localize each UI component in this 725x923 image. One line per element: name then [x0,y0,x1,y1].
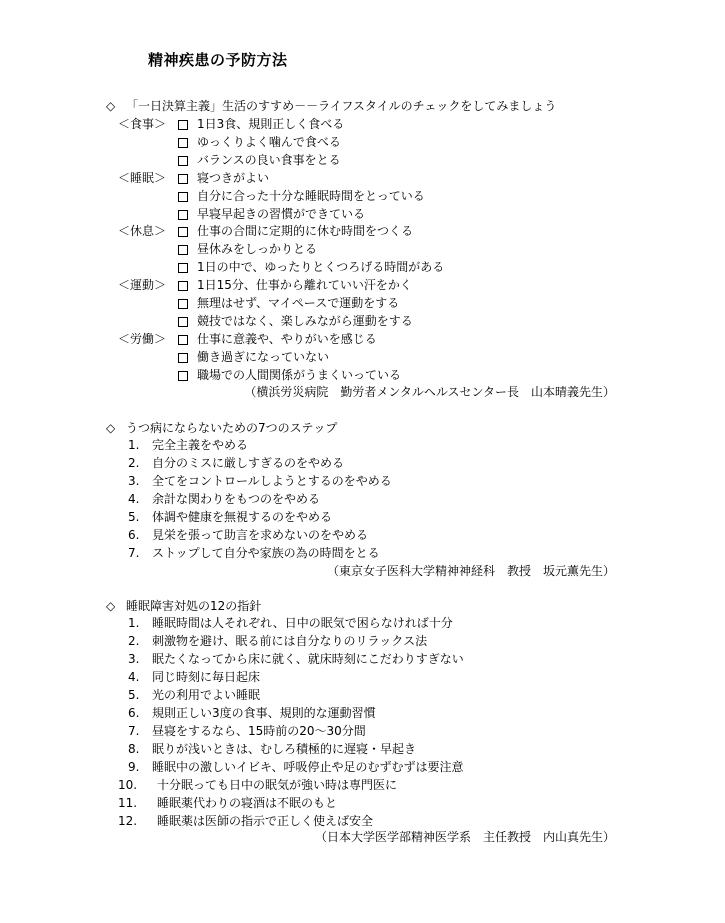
category-label: ＜休息＞ [118,224,167,239]
checkbox[interactable] [178,120,188,130]
checklist-item-text: バランスの良い食事をとる [197,152,341,167]
category-label: ＜運動＞ [118,278,167,293]
checklist-item-text: 仕事の合間に定期的に休む時間をつくる [197,224,414,239]
checklist-item-text: 無理はせず、マイペースで運動をする [197,296,400,310]
item-number: 1. [128,438,140,452]
item-text: 体調や健康を無視するのをやめる [152,510,333,524]
checklist-item-text: ゆっくりよく噛んで食べる [197,134,341,149]
section1-credit: （横浜労災病院 勤労者メンタルヘルスセンター長 山本晴義先生） [244,385,615,399]
item-text: 眠りが浅いときは、むしろ積極的に遅寝・早起き [152,742,417,756]
section3-heading-text: 睡眠障害対処の12の指針 [126,599,262,613]
checkbox[interactable] [178,210,188,220]
checklist-item-text: 昼休みをしっかりとる [197,242,318,257]
checklist-item-text: 働き過ぎになっていない [197,349,330,364]
diamond-icon: ◇ [106,99,116,113]
checklist-item-text: 仕事に意義や、やりがいを感じる [197,331,377,346]
checklist-item-text: 1日3食、規則正しく食べる [197,117,345,131]
page-title: 精神疾患の予防方法 [148,51,288,69]
item-number: 10. [118,778,138,792]
item-text: 睡眠時間は人それぞれ、日中の眠気で困らなければ十分 [152,616,453,630]
item-number: 5. [128,510,140,524]
category-label: ＜労働＞ [118,331,167,346]
item-number: 5. [128,688,140,702]
item-number: 3. [128,652,140,666]
item-text: 光の利用でよい睡眠 [152,688,261,702]
checkbox[interactable] [178,281,188,291]
checkbox[interactable] [178,335,188,345]
item-number: 7. [128,546,140,560]
item-text: 完全主義をやめる [152,438,249,452]
category-label: ＜睡眠＞ [118,170,167,185]
checkbox[interactable] [178,263,188,273]
checkbox[interactable] [178,299,188,309]
item-text: 同じ時刻に毎日起床 [152,670,261,684]
checklist-item-text: 寝つきがよい [197,170,270,185]
item-number: 7. [128,724,140,738]
checkbox[interactable] [178,245,188,255]
item-text: 昼寝をするなら、15時前の20～30分間 [152,724,366,738]
item-number: 2. [128,456,140,470]
section2-credit: （東京女子医科大学精神神経科 教授 坂元薫先生） [326,564,615,578]
section3-heading [106,598,261,616]
item-text: 見栄を張って助言を求めないのをやめる [152,528,369,542]
item-text: 全てをコントロールしようとするのをやめる [152,474,392,488]
item-text: 規則正しい3度の食事、規則的な運動習慣 [152,706,376,720]
checklist-item-text: 競技ではなく、楽しみながら運動をする [197,313,413,328]
item-text: 十分眠っても日中の眠気が強い時は専門医に [157,778,398,792]
item-text: 睡眠薬代わりの寝酒は不眠のもと [157,796,338,810]
item-number: 6. [128,706,140,720]
section2-heading [106,420,337,438]
checkbox[interactable] [178,353,188,363]
item-text: 睡眠薬は医師の指示で正しく使えば安全 [157,814,374,828]
item-text: 自分のミスに厳しすぎるのをやめる [152,456,345,470]
item-text: 睡眠中の激しいイビキ、呼吸停止や足のむずむずは要注意 [152,760,464,774]
item-number: 1. [128,616,140,630]
item-number: 6. [128,528,140,542]
checkbox[interactable] [178,192,188,202]
item-number: 3. [128,474,140,488]
section3-credit: （日本大学医学部精神医学系 主任教授 内山真先生） [314,830,615,844]
checklist-item-text: 自分に合った十分な睡眠時間をとっている [197,188,425,203]
item-text: 余計な関わりをもつのをやめる [152,492,321,506]
checkbox[interactable] [178,174,188,184]
item-text: 刺激物を避け、眠る前には自分なりのリラックス法 [152,634,428,648]
diamond-icon: ◇ [106,421,116,435]
checkbox[interactable] [178,138,188,148]
category-label: ＜食事＞ [118,117,167,131]
checkbox[interactable] [178,227,188,237]
checkbox[interactable] [178,371,188,381]
item-text: 眠たくなってから床に就く、就床時刻にこだわりすぎない [152,652,464,666]
section1-heading-text: 「一日決算主義」生活のすすめ－－ライフスタイルのチェックをしてみましょう [126,99,557,113]
section1-heading [106,98,556,116]
item-number: 2. [128,634,140,648]
item-text: ストップして自分や家族の為の時間をとる [152,546,380,560]
checkbox[interactable] [178,317,188,327]
section2-heading-text: うつ病にならないための7つのステップ [126,421,338,435]
checklist-item-text: 1日15分、仕事から離れていい汗をかく [197,278,412,293]
item-number: 12. [118,814,138,828]
checklist-item-text: 職場での人間関係がうまくいっている [197,367,402,382]
item-number: 9. [128,760,140,774]
item-number: 4. [128,492,140,506]
checkbox[interactable] [178,156,188,166]
item-number: 8. [128,742,140,756]
item-number: 4. [128,670,140,684]
item-number: 11. [118,796,138,810]
checklist-item-text: 1日の中で、ゆったりとくつろげる時間がある [197,260,445,275]
diamond-icon: ◇ [106,599,116,613]
checklist-item-text: 早寝早起きの習慣ができている [197,206,366,221]
